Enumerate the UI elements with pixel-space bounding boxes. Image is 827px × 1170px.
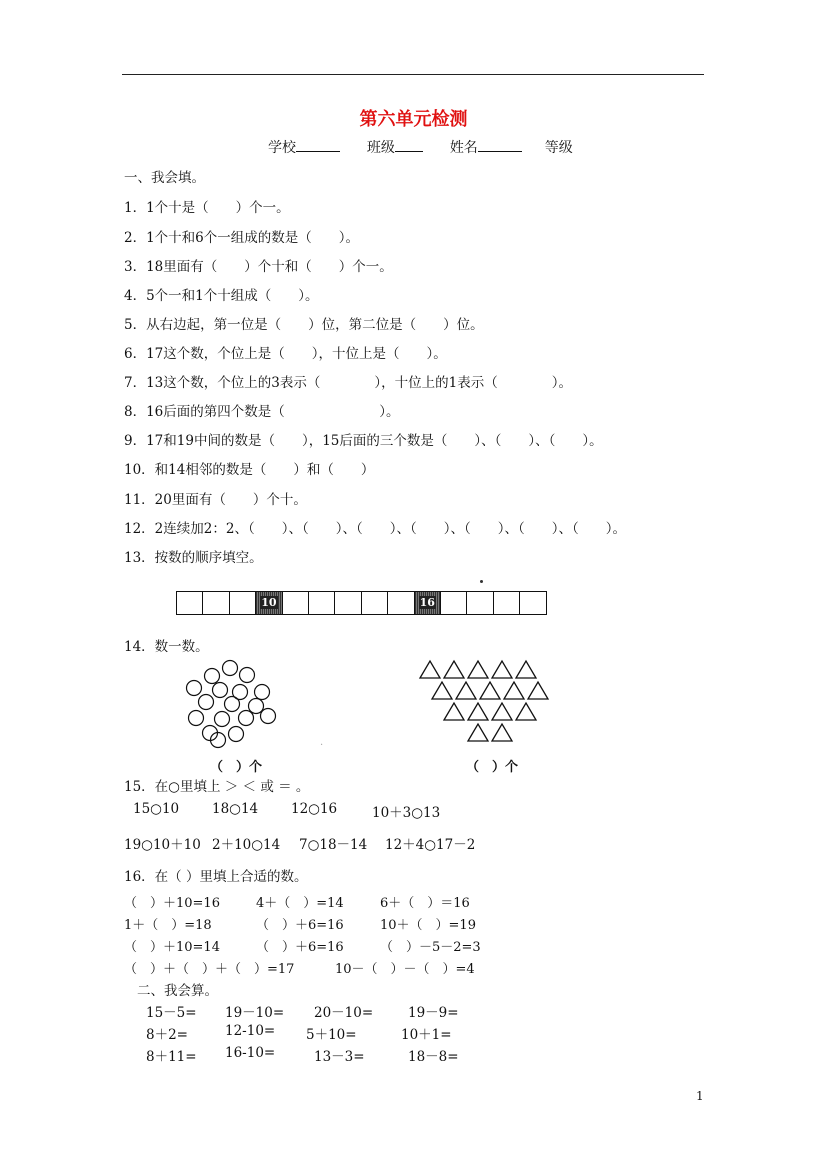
- sequence-cell-blank[interactable]: [176, 591, 203, 615]
- sequence-cell-blank[interactable]: [282, 591, 309, 615]
- fill-2-1: 1＋（ ）=18: [124, 918, 212, 933]
- triangle-shape: [432, 682, 452, 699]
- stray-mark: [480, 580, 483, 583]
- fill-3-3: （ ）－5－2=3: [380, 940, 481, 955]
- triangle-shape: [528, 682, 548, 699]
- sequence-cell-value: 10: [261, 596, 277, 609]
- header-rule: [122, 74, 704, 75]
- question-10: 10．和14相邻的数是（ ）和（ ）: [124, 462, 375, 478]
- circle-shape: [240, 668, 255, 683]
- fill-3-2: （ ）＋6=16: [256, 940, 344, 955]
- question-13: 13．按数的顺序填空。: [124, 550, 263, 566]
- calc-3-4: 18－8=: [408, 1049, 459, 1065]
- question-1: 1．1个十是（ ）个一。: [124, 200, 290, 216]
- triangle-shape: [468, 703, 488, 720]
- circle-shape: [255, 685, 270, 700]
- question-4: 4．5个一和1个十组成（ ）。: [124, 288, 319, 304]
- circle-shape: [199, 695, 214, 710]
- circle-shape: [229, 727, 244, 742]
- calc-2-2: 12-10=: [225, 1023, 276, 1039]
- circles-count-blank: （ ）个: [210, 760, 263, 775]
- sequence-cell-blank[interactable]: [308, 591, 335, 615]
- page-title: 第六单元检测: [359, 109, 468, 130]
- fill-1-1: （ ）＋10=16: [124, 896, 220, 911]
- compare-1-4: 10＋3○13: [372, 805, 441, 821]
- sequence-cell-value: 16: [419, 596, 435, 609]
- triangles-count-blank: （ ）个: [466, 760, 519, 775]
- triangle-shape: [420, 661, 440, 678]
- grade-label: 等级: [544, 140, 573, 156]
- question-14: 14．数一数。: [124, 639, 209, 655]
- calc-1-3: 20－10=: [314, 1005, 374, 1021]
- sequence-cell-blank[interactable]: [229, 591, 256, 615]
- sequence-cell-blank[interactable]: [440, 591, 467, 615]
- triangle-shape: [468, 724, 488, 741]
- compare-2-1: 19○10＋10: [124, 837, 201, 853]
- calc-2-1: 8＋2=: [146, 1027, 188, 1043]
- sequence-cell-given: [255, 591, 282, 615]
- question-5: 5．从右边起，第一位是（ ）位，第二位是（ ）位。: [124, 317, 484, 333]
- compare-2-4: 12＋4○17－2: [385, 837, 476, 853]
- sequence-cell-given: [414, 591, 441, 615]
- circle-shape: [215, 712, 230, 727]
- triangle-shape: [516, 661, 536, 678]
- compare-1-1: 15○10: [133, 801, 180, 817]
- circle-shape: [261, 709, 276, 724]
- calc-1-4: 19－9=: [408, 1005, 459, 1021]
- fill-2-3: 10＋（ ）=19: [380, 918, 476, 933]
- sequence-cell-blank[interactable]: [361, 591, 388, 615]
- circle-shape: [225, 697, 240, 712]
- fill-2-2: （ ）＋6=16: [256, 918, 344, 933]
- question-9: 9．17和19中间的数是（ ），15后面的三个数是（ ）、（ ）、（ ）。: [124, 433, 603, 449]
- school-blank[interactable]: [296, 137, 340, 152]
- triangle-shape: [504, 682, 524, 699]
- calc-1-2: 19－10=: [225, 1005, 285, 1021]
- triangle-shape: [444, 661, 464, 678]
- page-number: 1: [696, 1089, 704, 1103]
- scan-artifact: ·: [320, 740, 324, 751]
- triangle-shape: [456, 682, 476, 699]
- triangle-shape: [492, 724, 512, 741]
- circle-shape: [189, 711, 204, 726]
- sequence-cell-blank[interactable]: [334, 591, 361, 615]
- circle-shape: [223, 661, 238, 676]
- compare-2-2: 2＋10○14: [212, 837, 281, 853]
- fill-4-2: 10－（ ）－（ ）=4: [335, 962, 475, 977]
- circle-shape: [187, 681, 202, 696]
- fill-3-1: （ ）＋10=14: [124, 940, 220, 955]
- calc-3-1: 8＋11=: [146, 1049, 197, 1065]
- triangle-shape: [492, 703, 512, 720]
- question-15: 15．在○里填上 ＞ ＜ 或 ＝ 。: [124, 779, 310, 795]
- sequence-cell-blank[interactable]: [493, 591, 520, 615]
- triangles-group-icon: [412, 656, 552, 746]
- triangle-shape: [516, 703, 536, 720]
- sequence-cell-blank[interactable]: [519, 591, 546, 615]
- triangle-shape: [468, 661, 488, 678]
- question-2: 2．1个十和6个一组成的数是（ ）。: [124, 230, 360, 246]
- compare-1-2: 18○14: [212, 801, 259, 817]
- fill-4-1: （ ）＋（ ）＋（ ）=17: [124, 962, 295, 977]
- calc-2-4: 10＋1=: [401, 1027, 452, 1043]
- class-blank[interactable]: [395, 137, 423, 152]
- triangle-shape: [492, 661, 512, 678]
- triangle-shape: [480, 682, 500, 699]
- calc-3-3: 13－3=: [314, 1049, 365, 1065]
- name-blank[interactable]: [478, 137, 522, 152]
- student-info-fields: [268, 137, 573, 157]
- compare-2-3: 7○18－14: [299, 837, 368, 853]
- fill-1-3: 6＋（ ）＝16: [380, 896, 470, 911]
- question-16: 16．在（ ）里填上合适的数。: [124, 869, 308, 885]
- calc-2-3: 5＋10=: [306, 1027, 357, 1043]
- fill-1-2: 4＋（ ）=14: [256, 896, 344, 911]
- circle-shape: [239, 711, 254, 726]
- question-3: 3．18里面有（ ）个十和（ ）个一。: [124, 259, 393, 275]
- triangle-shape: [444, 703, 464, 720]
- question-7: 7．13这个数，个位上的3表示（ ），十位上的1表示（ ）。: [124, 375, 572, 391]
- name-label: 姓名: [449, 140, 478, 156]
- sequence-cell-blank[interactable]: [202, 591, 229, 615]
- circle-shape: [205, 669, 220, 684]
- circles-group-icon: [180, 656, 290, 756]
- sequence-cell-blank[interactable]: [387, 591, 414, 615]
- question-11: 11．20里面有（ ）个十。: [124, 492, 307, 508]
- sequence-cell-blank[interactable]: [466, 591, 493, 615]
- class-label: 班级: [366, 140, 395, 156]
- school-label: 学校: [268, 140, 296, 156]
- compare-1-3: 12○16: [291, 801, 338, 817]
- calc-1-1: 15－5=: [146, 1005, 197, 1021]
- circle-shape: [249, 699, 264, 714]
- circle-shape: [213, 683, 228, 698]
- question-8: 8．16后面的第四个数是（ ）。: [124, 404, 400, 420]
- question-6: 6．17这个数，个位上是（ ），十位上是（ ）。: [124, 346, 447, 362]
- calc-3-2: 16-10=: [225, 1045, 276, 1061]
- question-12: 12．2连续加2：2、（ ）、（ ）、（ ）、（ ）、（ ）、（ ）、（ ）。: [124, 521, 626, 537]
- section-2-heading: 二、我会算。: [137, 983, 218, 999]
- section-1-heading: 一、我会填。: [124, 170, 205, 186]
